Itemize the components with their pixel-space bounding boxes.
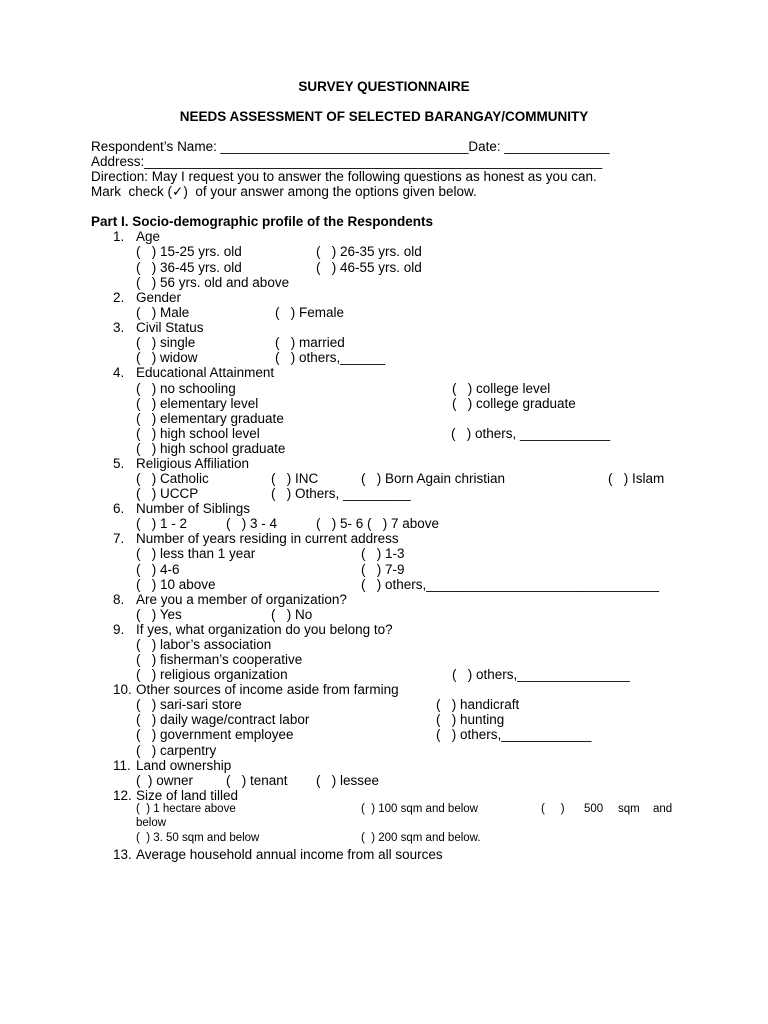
q12-number: 12. [113, 788, 132, 803]
q9-option: ( ) others,_______________ [452, 667, 630, 682]
q3-option: ( ) others,______ [275, 350, 386, 365]
q7-number: 7. [113, 531, 125, 546]
q5-option: ( ) Others, _________ [271, 486, 411, 501]
q4-option: ( ) no schooling [136, 381, 236, 396]
q8-option: ( ) Yes [136, 607, 182, 622]
q7-option: ( ) 1-3 [361, 546, 405, 561]
q9-number: 9. [113, 622, 125, 637]
q3-option: ( ) single [136, 335, 196, 350]
address-line: Address:_____________________________________________________________ [91, 154, 603, 169]
q6-option: ( ) 5- 6 ( ) 7 above [316, 516, 440, 531]
q10-option: ( ) handicraft [436, 697, 520, 712]
q9-option: ( ) religious organization [136, 667, 288, 682]
q8-label: Are you a member of organization? [136, 592, 347, 607]
q4-label: Educational Attainment [136, 365, 275, 380]
q10-option: ( ) others,____________ [436, 727, 592, 742]
q12-option-part: sqm [618, 803, 640, 815]
q12-option: ( ) 100 sqm and below [361, 803, 478, 815]
q10-option: ( ) hunting [436, 712, 505, 727]
q2-option: ( ) Male [136, 305, 190, 320]
q4-option: ( ) high school graduate [136, 441, 286, 456]
q6-number: 6. [113, 501, 125, 516]
q12-option-part: below [136, 817, 167, 829]
q3-label: Civil Status [136, 320, 204, 335]
q7-option: ( ) 7-9 [361, 562, 405, 577]
survey-title: SURVEY QUESTIONNAIRE [298, 79, 470, 94]
q2-option: ( ) Female [275, 305, 345, 320]
q4-option: ( ) others, ____________ [451, 426, 611, 441]
q1-label: Age [136, 229, 161, 244]
q8-number: 8. [113, 592, 125, 607]
q3-option: ( ) married [275, 335, 345, 350]
q7-option: ( ) others,_______________________________ [361, 577, 660, 592]
q7-option: ( ) 4-6 [136, 562, 180, 577]
q11-option: ( ) lessee [316, 773, 380, 788]
q1-option: ( ) 15-25 yrs. old [136, 244, 242, 259]
q5-option: ( ) INC [271, 471, 319, 486]
q6-option: ( ) 3 - 4 [226, 516, 278, 531]
q10-label: Other sources of income aside from farming [136, 682, 399, 697]
q1-option: ( ) 46-55 yrs. old [316, 260, 422, 275]
q12-option-part: ( ) [541, 803, 565, 815]
part1-heading: Part I. Socio-demographic profile of the Respondents [91, 214, 434, 229]
q6-option: ( ) 1 - 2 [136, 516, 188, 531]
q11-option: ( ) tenant [226, 773, 288, 788]
q4-option: ( ) college level [452, 381, 551, 396]
q12-option: ( ) 200 sqm and below. [361, 832, 481, 844]
q5-option: ( ) Born Again christian [361, 471, 506, 486]
q5-number: 5. [113, 456, 125, 471]
q9-option: ( ) fisherman’s cooperative [136, 652, 303, 667]
q4-option: ( ) elementary level [136, 396, 259, 411]
q5-option: ( ) UCCP [136, 486, 199, 501]
q11-number: 11. [113, 758, 131, 773]
q12-option: ( ) 3. 50 sqm and below [136, 832, 260, 844]
q9-option: ( ) labor’s association [136, 637, 272, 652]
direction-line-1: Direction: May I request you to answer the following questions as honest as you can. [91, 169, 597, 184]
q3-option: ( ) widow [136, 350, 198, 365]
q1-number: 1. [113, 229, 125, 244]
respondent-name-date-line: Respondent’s Name: _________________________________Date: ______________ [91, 139, 610, 154]
q11-option: ( ) owner [136, 773, 194, 788]
q12-option: ( ) 1 hectare above [136, 803, 236, 815]
q13-label: Average household annual income from all sources [136, 847, 443, 862]
q7-label: Number of years residing in current address [136, 531, 399, 546]
direction-line-2: Mark check (✓) of your answer among the options given below. [91, 184, 477, 199]
q2-label: Gender [136, 290, 182, 305]
q10-option: ( ) sari-sari store [136, 697, 242, 712]
q5-option: ( ) Catholic [136, 471, 209, 486]
q4-option: ( ) college graduate [452, 396, 576, 411]
q1-option: ( ) 36-45 yrs. old [136, 260, 242, 275]
q13-number: 13. [113, 847, 132, 862]
q10-option: ( ) government employee [136, 727, 294, 742]
q4-number: 4. [113, 365, 125, 380]
q1-option: ( ) 56 yrs. old and above [136, 275, 290, 290]
q7-option: ( ) 10 above [136, 577, 216, 592]
q12-option-part: and [653, 803, 673, 815]
q12-option-part: 500 [584, 803, 604, 815]
q3-number: 3. [113, 320, 125, 335]
q6-label: Number of Siblings [136, 501, 251, 516]
q10-option: ( ) carpentry [136, 743, 217, 758]
q10-option: ( ) daily wage/contract labor [136, 712, 310, 727]
q7-option: ( ) less than 1 year [136, 546, 256, 561]
q10-number: 10. [113, 682, 132, 697]
q8-option: ( ) No [271, 607, 313, 622]
q2-number: 2. [113, 290, 125, 305]
q4-option: ( ) high school level [136, 426, 260, 441]
q12-label: Size of land tilled [136, 788, 239, 803]
q4-option: ( ) elementary graduate [136, 411, 284, 426]
q9-label: If yes, what organization do you belong to? [136, 622, 393, 637]
q1-option: ( ) 26-35 yrs. old [316, 244, 422, 259]
q5-option: ( ) Islam [608, 471, 665, 486]
q11-label: Land ownership [136, 758, 232, 773]
survey-subtitle: NEEDS ASSESSMENT OF SELECTED BARANGAY/COMMUNITY [179, 109, 589, 124]
q5-label: Religious Affiliation [136, 456, 250, 471]
